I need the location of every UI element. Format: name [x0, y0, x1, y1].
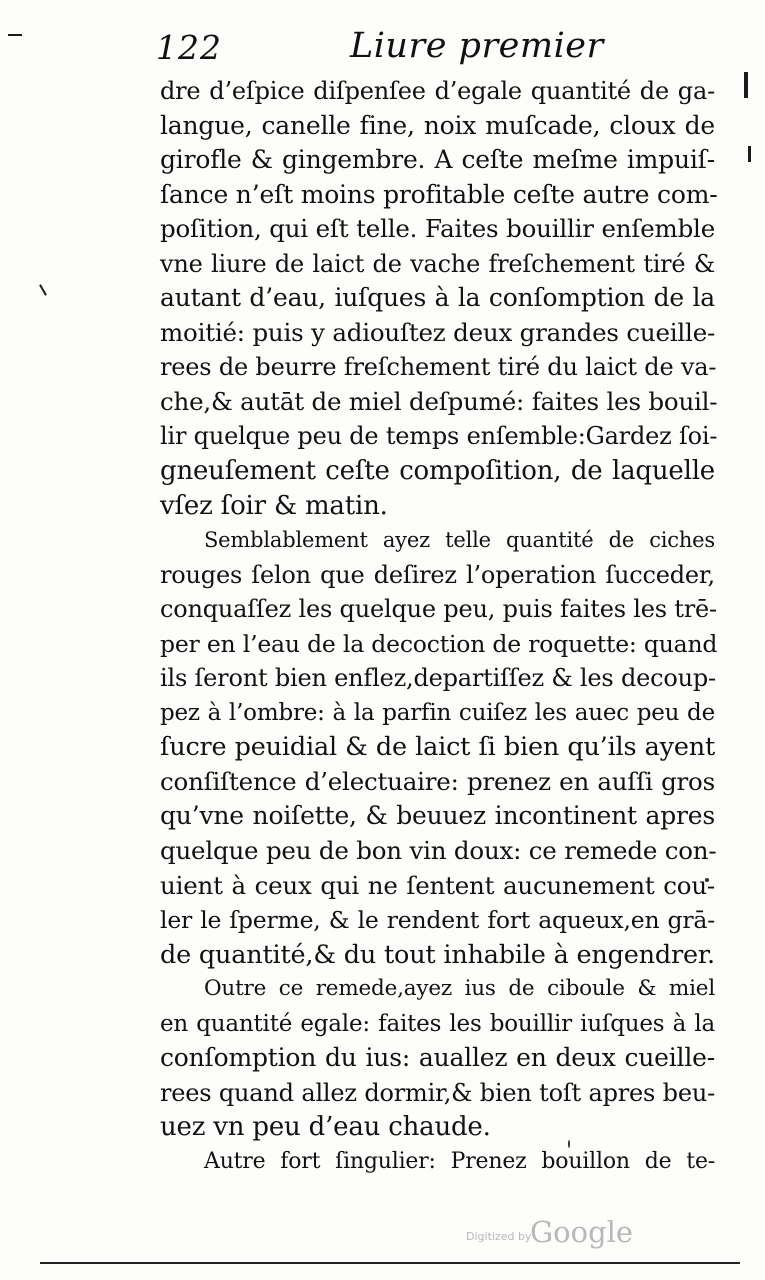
text-line: quelque peu de bon vin doux: ce remede con- — [160, 836, 717, 866]
text-line: ils ſeront bien enflez,departiſſez & les decoup- — [160, 664, 716, 693]
margin-speck — [748, 146, 751, 162]
text-line: qu’vne noiſette, & beuuez incontinent apres — [160, 801, 715, 831]
running-head: Liure premier — [350, 26, 604, 66]
text-line: ſance n’eſt moins profitable ceſte autre com- — [160, 179, 718, 209]
digitized-by-label: Digitized by — [466, 1230, 532, 1243]
margin-speck — [8, 34, 22, 36]
text-line: autant d’eau, iuſques à la conſomption de la — [160, 283, 715, 313]
text-line: conſomption du ius: auallez en deux cueille- — [160, 1043, 715, 1073]
text-line: lir quelque peu de temps enſemble:Gardez ſoi- — [160, 422, 718, 451]
text-line: conquaſſez les quelque peu, puis faites les trē- — [160, 595, 717, 624]
text-line: uient à ceux qui ne ſentent aucunement cou- — [160, 870, 715, 900]
text-line: en quantité egale: faites les bouillir iuſques à la — [160, 1010, 715, 1037]
text-line: vne liure de laict de vache freſchement tiré & — [160, 249, 715, 278]
text-line: ſucre peuidial & de laict ſi bien qu’ils ayent — [160, 732, 715, 763]
text-line: poſition, qui eſt telle. Faites bouillir enſemble — [160, 214, 715, 244]
text-line: per en l’eau de la decoction de roquette: quand — [160, 629, 718, 658]
text-line: girofle & gingembre. A ceſte meſme impuiſ- — [160, 145, 715, 175]
text-line: rees de beurre freſchement tiré du laict de va- — [160, 353, 717, 382]
google-watermark — [466, 1215, 634, 1255]
text-line: langue, canelle fine, noix muſcade, cloux de — [160, 110, 715, 140]
page-number: 122 — [156, 28, 222, 67]
text-line: uez vn peu d’eau chaude. — [160, 1112, 491, 1143]
text-line: gneuſement ceſte compoſition, de laquelle — [160, 456, 715, 487]
text-line: che,& autāt de miel deſpumé: faites les bouil- — [160, 386, 718, 416]
text-line: de quantité,& du tout inhabile à engendrer. — [160, 939, 715, 970]
text-line: vſez ſoir & matin. — [160, 490, 388, 521]
text-line: rees quand allez dormir,& bien toſt apres beu- — [160, 1078, 715, 1107]
text-line: moitié: puis y adiouſtez deux grandes cueille- — [160, 317, 716, 347]
body-text — [160, 74, 718, 1180]
text-line: ler le ſperme, & le rendent fort aqueux,en grā- — [160, 906, 715, 935]
text-line: dre d’eſpice diſpenſee d’egale quantité de ga- — [160, 77, 715, 105]
google-logo: Google — [530, 1215, 634, 1249]
text-line: pez à l’ombre: à la parfin cuiſez les auec peu de — [160, 699, 715, 726]
page-header — [150, 22, 710, 72]
page-bottom-edge — [40, 1262, 740, 1264]
text-line: rouges ſelon que deſirez l’operation ſucceder, — [160, 560, 715, 589]
text-line: Semblablement ayez telle quantité de ciches — [204, 528, 715, 553]
text-line: Autre fort ſingulier: Prenez bouillon de te- — [204, 1148, 715, 1174]
margin-speck — [39, 284, 47, 295]
margin-speck — [744, 72, 748, 98]
text-line: conſiſtence d’electuaire: prenez en auſſi gros — [160, 766, 715, 796]
text-line: Outre ce remede,ayez ius de ciboule & miel — [204, 976, 715, 1002]
